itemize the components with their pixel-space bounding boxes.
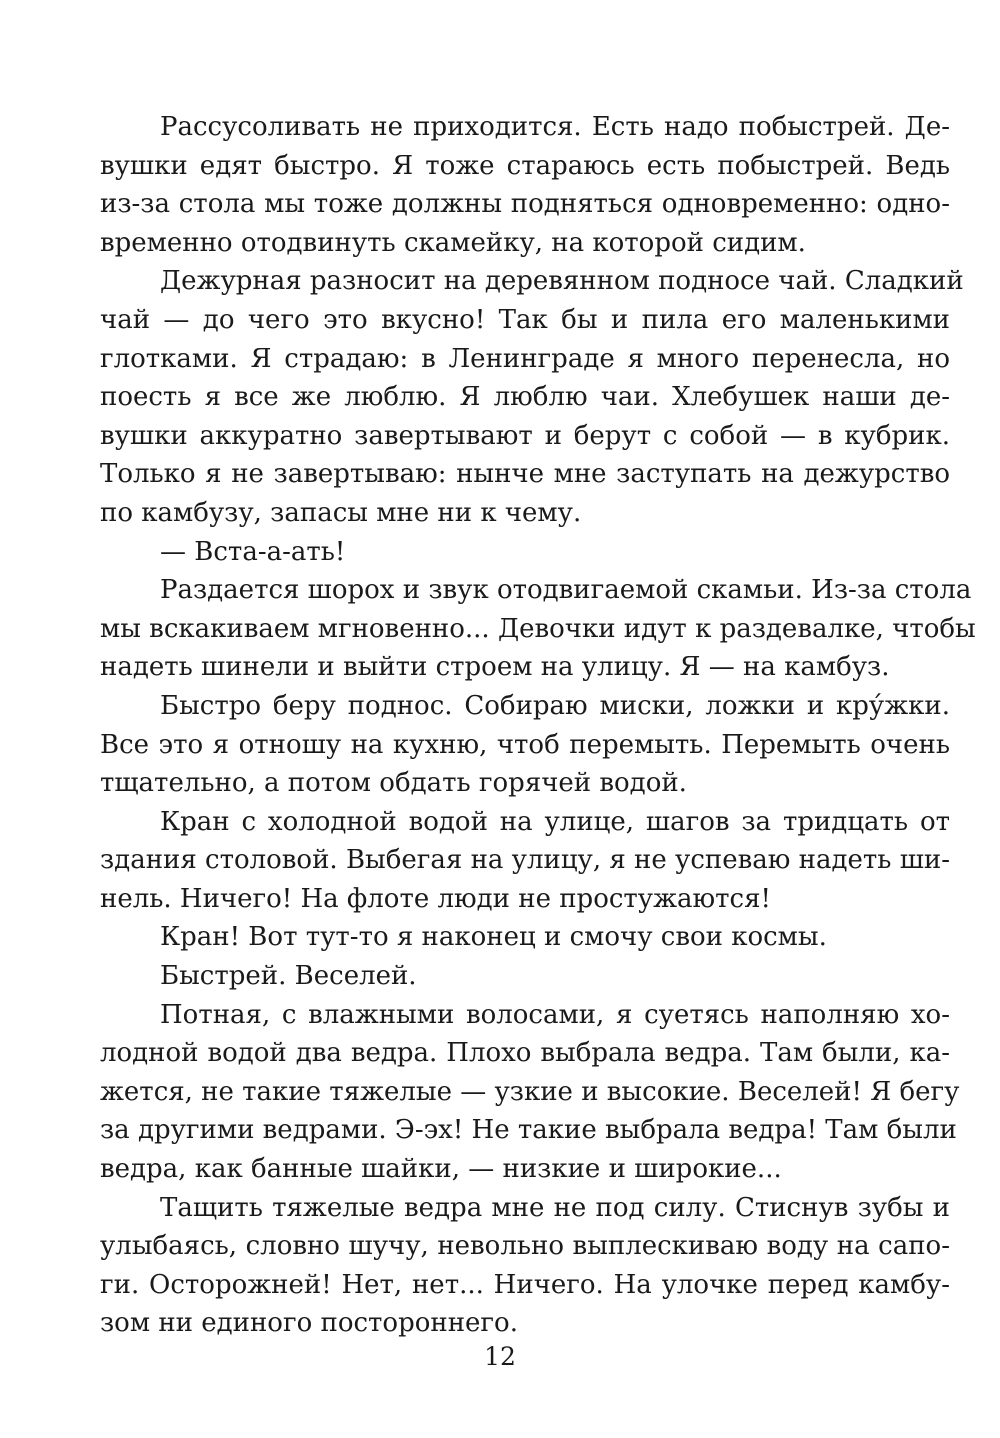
text-line: ги. Осторожней! Нет, нет... Ничего. На улочке перед камбу- xyxy=(100,1269,950,1300)
text-line: нель. Ничего! На флоте люди не простужаются! xyxy=(100,883,771,914)
text-line: по камбузу, запасы мне ни к чему. xyxy=(100,497,582,528)
text-line: Все это я отношу на кухню, чтоб перемыть. Перемыть очень xyxy=(100,729,950,760)
text-line: Кран с холодной водой на улице, шагов за тридцать от xyxy=(160,806,950,837)
text-line: мы вскакиваем мгновенно... Девочки идут к раздевалке, чтобы xyxy=(100,613,976,644)
text-line: поесть я все же люблю. Я люблю чаи. Хлебушек наши де- xyxy=(100,382,950,413)
body-text xyxy=(100,108,976,1343)
text-line: чай — до чего это вкусно! Так бы и пила его маленькими xyxy=(100,304,950,335)
text-line: тщательно, а потом обдать горячей водой. xyxy=(100,768,687,799)
page-number: 12 xyxy=(484,1342,516,1371)
text-line: Рассусоливать не приходится. Есть надо побыстрей. Де- xyxy=(160,112,950,142)
text-line: из-за стола мы тоже должны подняться одновременно: одно- xyxy=(100,189,950,220)
text-line: Быстрей. Веселей. xyxy=(160,961,417,992)
text-line: зом ни единого постороннего. xyxy=(100,1308,518,1339)
text-line: Тащить тяжелые ведра мне не под силу. Стиснув зубы и xyxy=(160,1192,950,1223)
text-line: Потная, с влажными волосами, я суетясь наполняю хо- xyxy=(160,999,950,1030)
text-line: глотками. Я страдаю: в Ленинграде я много перенесла, но xyxy=(100,343,950,374)
text-line: здания столовой. Выбегая на улицу, я не успеваю надеть ши- xyxy=(100,845,950,876)
text-line: Раздается шорох и звук отодвигаемой скамьи. Из-за стола xyxy=(160,575,972,606)
text-line: ведра, как банные шайки, — низкие и широкие... xyxy=(100,1154,782,1185)
text-line: вушки аккуратно завертывают и берут с собой — в кубрик. xyxy=(100,420,950,451)
text-line: улыбаясь, словно шучу, невольно выплескиваю воду на сапо- xyxy=(100,1231,950,1262)
text-line: Кран! Вот тут-то я наконец и смочу свои космы. xyxy=(160,922,827,953)
text-line: Быстро беру поднос. Собираю миски, ложки и кру́жки. xyxy=(160,690,950,721)
text-line: лодной водой два ведра. Плохо выбрала ведра. Там были, ка- xyxy=(100,1038,950,1069)
text-line: Дежурная разносит на деревянном подносе чай. Сладкий xyxy=(160,266,964,297)
text-line: — Вста-а-ать! xyxy=(160,536,346,567)
text-line: временно отодвинуть скамейку, на которой сидим. xyxy=(100,227,806,258)
text-line: вушки едят быстро. Я тоже стараюсь есть побыстрей. Ведь xyxy=(100,150,950,181)
text-line: за другими ведрами. Э-эх! Не такие выбрала ведра! Там были xyxy=(100,1115,957,1146)
text-line: жется, не такие тяжелые — узкие и высокие. Веселей! Я бегу xyxy=(100,1076,960,1107)
text-line: Только я не завертываю: нынче мне заступать на дежурство xyxy=(100,459,950,490)
text-line: надеть шинели и выйти строем на улицу. Я — на камбуз. xyxy=(100,652,890,683)
